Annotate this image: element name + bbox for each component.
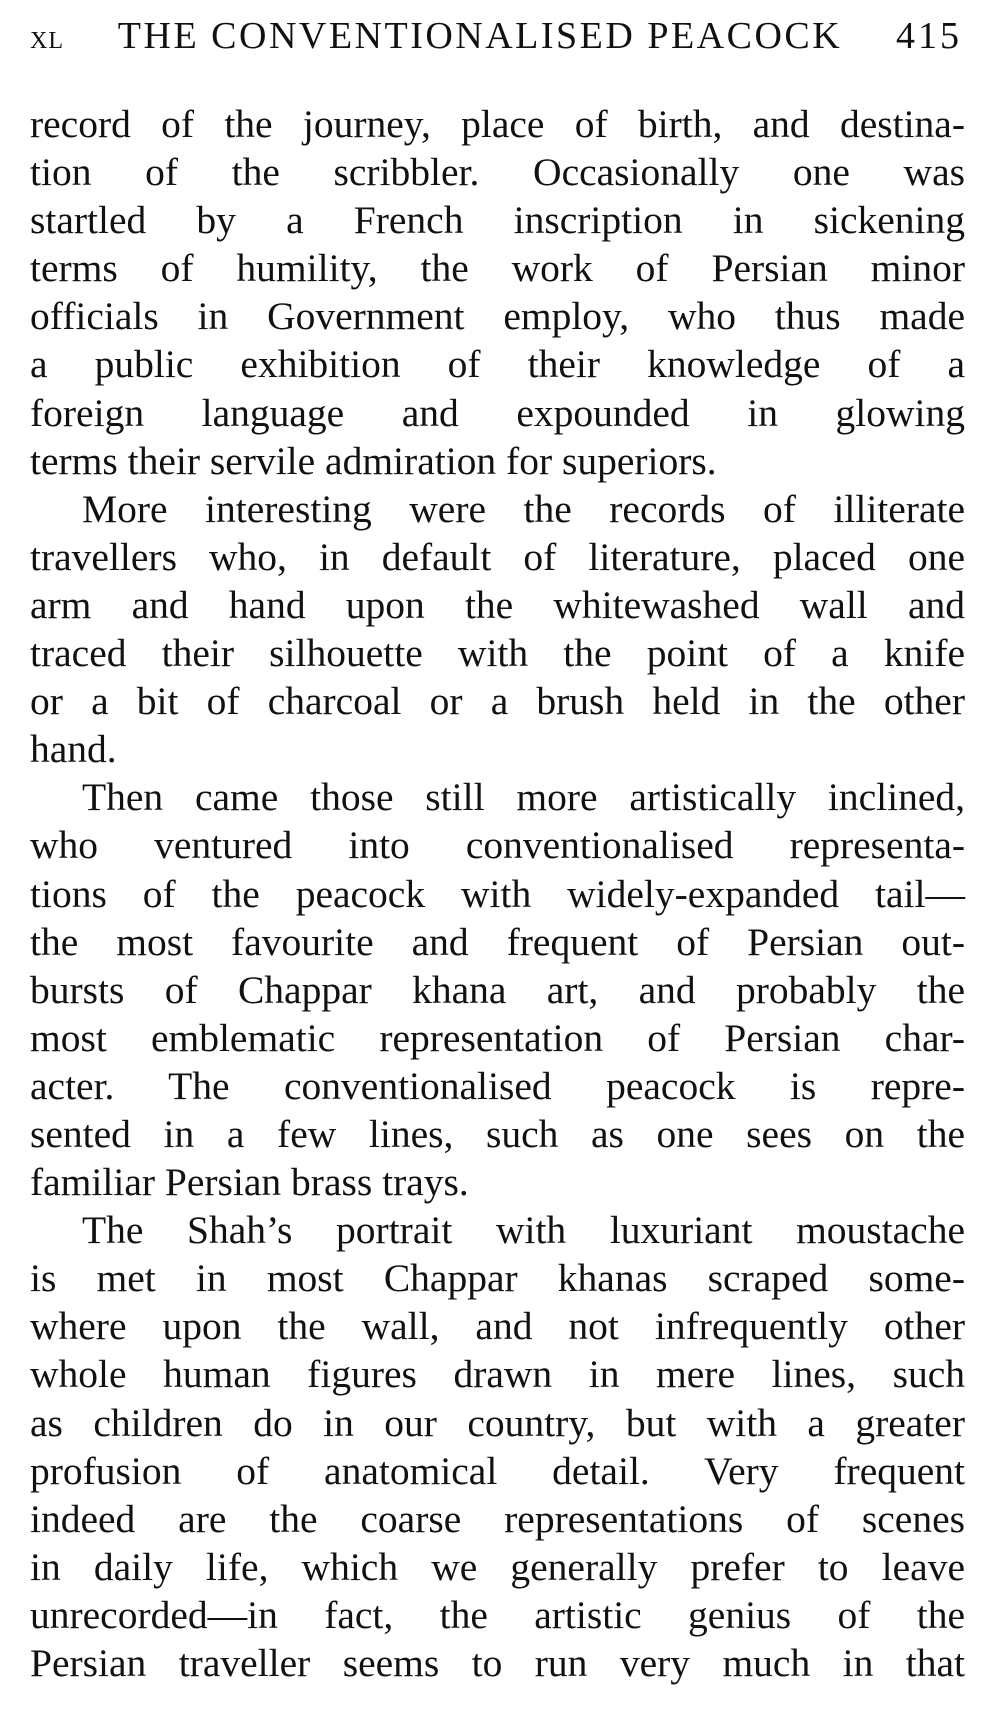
text-line: foreign language and expounded in glowing <box>30 390 965 435</box>
text-line: or a bit of charcoal or a brush held in the other <box>30 679 965 724</box>
text-line: acter. The conventionalised peacock is repre- <box>30 1063 965 1108</box>
text-line: sented in a few lines, such as one sees on the <box>30 1111 965 1156</box>
text-line: most emblematic representation of Persian char- <box>30 1015 965 1060</box>
text-line: the most favourite and frequent of Persian out- <box>30 919 965 964</box>
running-header <box>30 14 962 72</box>
page-number: 415 <box>896 15 962 57</box>
text-line: tion of the scribbler. Occasionally one was <box>30 150 965 195</box>
text-line: whole human figures drawn in mere lines, such <box>30 1352 965 1397</box>
text-line: Persian traveller seems to run very much in that <box>30 1641 965 1685</box>
text-line: bursts of Chappar khana art, and probably the <box>30 967 965 1012</box>
text-line: travellers who, in default of literature, placed one <box>30 534 965 579</box>
text-line: Then came those still more artistically inclined, <box>82 775 965 820</box>
text-line: a public exhibition of their knowledge of a <box>30 342 965 387</box>
text-line: terms their servile admiration for superiors. <box>30 438 717 483</box>
text-line: tions of the peacock with widely-expanded tail— <box>30 871 965 916</box>
text-line: record of the journey, place of birth, and destina- <box>30 102 965 146</box>
text-line: The Shah’s portrait with luxuriant moustache <box>82 1208 965 1253</box>
running-title: THE CONVENTIONALISED PEACOCK <box>117 15 843 57</box>
text-line: traced their silhouette with the point of a knife <box>30 631 965 676</box>
text-line: officials in Government employ, who thus made <box>30 294 965 339</box>
chapter-number: xl <box>30 19 64 56</box>
body-text <box>30 100 965 1687</box>
text-line: where upon the wall, and not infrequently other <box>30 1304 965 1349</box>
text-line: as children do in our country, but with a greater <box>30 1400 965 1445</box>
text-line: hand. <box>30 727 117 772</box>
text-line: arm and hand upon the whitewashed wall and <box>30 582 965 627</box>
text-line: startled by a French inscription in sickening <box>30 198 965 243</box>
text-line: indeed are the coarse representations of scenes <box>30 1496 965 1541</box>
text-line: profusion of anatomical detail. Very frequent <box>30 1448 965 1493</box>
text-line: in daily life, which we generally prefer to leave <box>30 1544 965 1589</box>
text-line: unrecorded—in fact, the artistic genius of the <box>30 1592 965 1637</box>
text-line: is met in most Chappar khanas scraped some- <box>30 1256 965 1301</box>
text-line: More interesting were the records of illiterate <box>82 486 965 531</box>
text-line: familiar Persian brass trays. <box>30 1160 469 1205</box>
text-line: terms of humility, the work of Persian minor <box>30 246 965 291</box>
text-line: who ventured into conventionalised representa- <box>30 823 965 868</box>
